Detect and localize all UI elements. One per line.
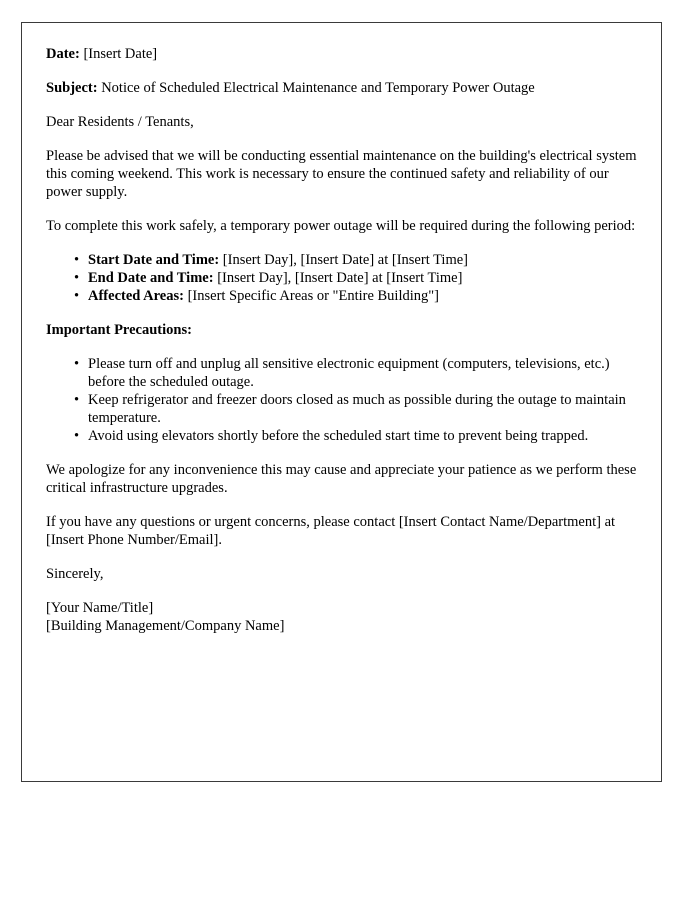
contact-paragraph: If you have any questions or urgent concerns, please contact [Insert Contact Name/Department] at [Insert Phone Number/Email]. — [46, 514, 616, 548]
schedule-item-label: Start Date and Time: — [88, 252, 220, 268]
salutation: Dear Residents / Tenants, — [46, 114, 194, 130]
list-item: • Please turn off and unplug all sensitive electronic equipment (computers, televisions, etc.) before the scheduled outage. — [74, 355, 639, 391]
list-item: • Keep refrigerator and freezer doors closed as much as possible during the outage to maintain temperature. — [74, 391, 639, 427]
schedule-item-value: [Insert Specific Areas or "Entire Building"] — [187, 288, 440, 304]
outage-intro-paragraph: To complete this work safely, a temporary power outage will be required during the following period: — [46, 218, 636, 234]
list-item — [74, 251, 639, 269]
signature-name-title: [Your Name/Title] — [46, 600, 154, 616]
schedule-item-label: End Date and Time: — [88, 270, 214, 286]
apology-paragraph: We apologize for any inconvenience this may cause and appreciate your patience as we perform these critical infrastructure upgrades. — [46, 462, 637, 496]
precautions-list — [46, 355, 639, 445]
signature-organization: [Building Management/Company Name] — [46, 618, 285, 634]
precautions-heading: Important Precautions: — [46, 322, 192, 338]
schedule-item-value: [Insert Day], [Insert Date] at [Insert Time] — [222, 252, 469, 268]
date-label: Date: — [46, 46, 80, 62]
list-item — [74, 287, 639, 305]
intro-paragraph: Please be advised that we will be conducting essential maintenance on the building's electrical system this coming weekend. This work is necessary to ensure the continued safety and reliability of our power supply. — [46, 148, 637, 200]
closing: Sincerely, — [46, 566, 104, 582]
document-body — [46, 45, 639, 635]
document-page — [21, 22, 662, 782]
date-value: [Insert Date] — [83, 46, 158, 62]
schedule-item-value: [Insert Day], [Insert Date] at [Insert Time] — [217, 270, 463, 286]
list-item — [74, 269, 639, 287]
schedule-item-label: Affected Areas: — [88, 288, 184, 304]
subject-value: Notice of Scheduled Electrical Maintenance and Temporary Power Outage — [101, 80, 535, 96]
subject-line — [46, 79, 639, 97]
schedule-list — [46, 251, 639, 305]
list-item: • Avoid using elevators shortly before the scheduled start time to prevent being trapped. — [74, 427, 639, 445]
date-line — [46, 45, 639, 63]
subject-label: Subject: — [46, 80, 98, 96]
